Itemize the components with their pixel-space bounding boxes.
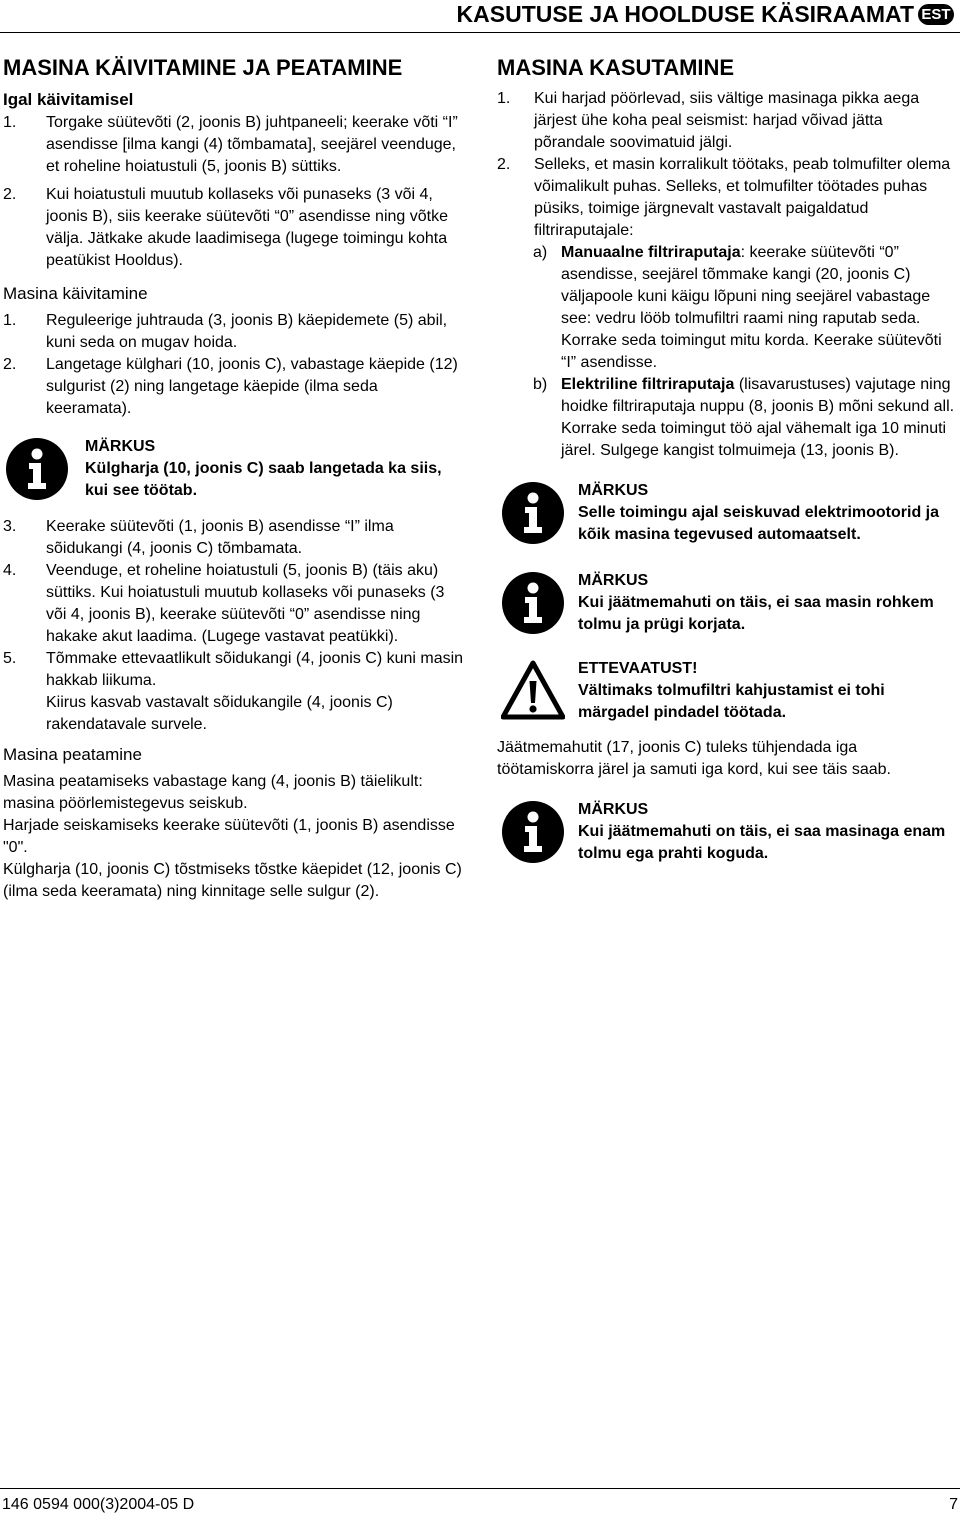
step-text: Torgake süütevõti (2, joonis B) juhtpaneeli; keerake võti “I” asendisse [ilma kangi (4) tõmbamata], seejärel veenduge, et roheline hoiatustuli (5, joonis B) süttiks. (46, 114, 458, 175)
step-text: Kui hoiatustuli muutub kollaseks või punaseks (3 või 4, joonis B), siis keerake süütevõti “0” asendisse ning võtke välja. Jätkake akude laadimisega (lugege toimingu kohta peatükist Hooldus). (46, 186, 448, 269)
sub-item-manual-shaker (497, 242, 957, 374)
sub-item-electric-shaker (497, 374, 957, 462)
info-icon (501, 481, 565, 545)
info-icon (501, 571, 565, 635)
paragraph: Külgharja (10, joonis C) tõstmiseks tõstke käepidet (12, joonis C) (ilma seda keeramata) ning kinnitage selle sulgur (2). (3, 861, 462, 900)
note-label: MÄRKUS (85, 438, 156, 455)
list-item (3, 560, 465, 648)
step-extra-text: Kiirus kasvab vastavalt sõidukangile (4, joonis C) rakendatavale survele. (46, 694, 393, 733)
list-item (3, 648, 465, 736)
page-number: 7 (949, 1496, 958, 1513)
note-text: Külgharja (10, joonis C) saab langetada ka siis, kui see töötab. (85, 460, 442, 499)
step-number: 2. (497, 156, 511, 173)
list-item (3, 112, 465, 178)
note-text: Kui jäätmemahuti on täis, ei saa masin rohkem tolmu ja prügi korjata. (578, 594, 934, 633)
step-text: Veenduge, et roheline hoiatustuli (5, joonis B) (täis aku) süttiks. Kui hoiatustuli muutub kollaseks või punaseks (3 või 4, joonis B), keerake süütevõti “0” asendisse ning hakake akut laadima. (Lugege vastavat peatükki). (46, 562, 445, 645)
manual-title: KASUTUSE JA HOOLDUSE KÄSIRAAMAT (456, 1, 914, 27)
info-icon (501, 800, 565, 864)
note-label: MÄRKUS (578, 801, 649, 818)
list-item (3, 310, 465, 354)
list-item (3, 354, 465, 420)
warning-icon (501, 659, 565, 723)
paragraph: Jäätmemahutit (17, joonis C) tuleks tühjendada iga töötamiskorra järel ja samuti iga kord, kui see täis saab. (497, 739, 891, 778)
sub-item-text: : keerake süütevõti “0” asendisse, seejärel tõmmake kangi (20, joonis C) väljapoole kuni käigu lõpuni ning seejärel vabastage see: vedru lööb tolmufiltri raami ning raputab seda. (561, 244, 931, 327)
sub-item-bold: Manuaalne filtriraputaja (561, 244, 741, 261)
header-rule (0, 32, 960, 33)
subheading-each-start: Igal käivitamisel (3, 90, 134, 109)
section-title-start-stop: MASINA KÄIVITAMINE JA PEATAMINE (3, 55, 403, 80)
list-item (3, 184, 465, 272)
step-text: Reguleerige juhtrauda (3, joonis B) käepidemete (5) abil, kuni seda on mugav hoida. (46, 312, 448, 351)
note-box (497, 480, 957, 546)
step-number: 1. (3, 114, 17, 131)
footer-rule (0, 1488, 960, 1489)
step-number: 2. (3, 356, 17, 373)
note-label: MÄRKUS (578, 482, 649, 499)
step-text: Langetage külghari (10, joonis C), vabastage käepide (12) sulgurist (2) ning langetage käepide (ilma seda keeramata). (46, 356, 458, 417)
note-text: Kui jäätmemahuti on täis, ei saa masinaga enam tolmu ega prahti koguda. (578, 823, 946, 862)
list-item (3, 516, 465, 560)
note-box (497, 799, 957, 865)
sub-item-extra: Korrake seda toimingut töö ajal vähemalt iga 10 minuti järel. Sulgege kangist tolmuimeja (13, joonis B). (561, 420, 947, 459)
right-column (497, 54, 957, 865)
document-code: 146 0594 000(3)2004-05 D (2, 1496, 195, 1513)
sub-item-text: (lisavarustuses) vajutage ning hoidke filtriraputaja nuppu (8, joonis B) mõni sekund all. (561, 376, 955, 415)
caution-box (497, 658, 957, 724)
step-text: Keerake süütevõti (1, joonis B) asendisse “I” ilma sõidukangi (4, joonis C) tõmbamata. (46, 518, 394, 557)
language-badge: EST (918, 4, 954, 25)
step-number: 4. (3, 562, 17, 579)
subheading-machine-stop: Masina peatamine (3, 745, 142, 764)
step-number: 2. (3, 186, 17, 203)
list-item (497, 88, 957, 154)
step-text: Tõmmake ettevaatlikult sõidukangi (4, joonis C) kuni masin hakkab liikuma. (46, 650, 464, 689)
sub-item-label: a) (533, 244, 548, 261)
subheading-machine-start: Masina käivitamine (3, 284, 148, 303)
step-text: Kui harjad pöörlevad, siis vältige masinaga pikka aega järjest ühe koha peal seismist: harjad võivad jätta põrandale soovimatuid jälgi. (534, 90, 920, 151)
note-label: MÄRKUS (578, 572, 649, 589)
paragraph: Harjade seiskamiseks keerake süütevõti (1, joonis B) asendisse "0". (3, 817, 455, 856)
left-column (3, 54, 465, 903)
paragraph: Masina peatamiseks vabastage kang (4, joonis B) täielikult: masina pöörlemistegevus seiskub. (3, 773, 423, 812)
note-text: Selle toimingu ajal seiskuvad elektrimootorid ja kõik masina tegevused automaatselt. (578, 504, 939, 543)
step-number: 3. (3, 518, 17, 535)
sub-item-label: b) (533, 376, 548, 393)
caution-label: ETTEVAATUST! (578, 660, 698, 677)
step-number: 1. (497, 90, 511, 107)
section-title-usage: MASINA KASUTAMINE (497, 55, 735, 80)
step-text: Selleks, et masin korralikult töötaks, peab tolmufilter olema võimalikult puhas. Selleks, et tolmufilter töötades puhas püsiks, toimige järgnevalt vastavalt paigaldatud filtriraputajale: (534, 156, 951, 239)
list-item (497, 154, 957, 242)
caution-text: Vältimaks tolmufiltri kahjustamist ei tohi märgadel pindadel töötada. (578, 682, 885, 721)
info-icon (5, 437, 69, 501)
note-box (497, 570, 957, 636)
note-box (3, 436, 465, 502)
sub-item-extra: Korrake seda toimingut mitu korda. Keerake süütevõti “I” asendisse. (561, 332, 942, 371)
sub-item-bold: Elektriline filtriraputaja (561, 376, 735, 393)
step-number: 1. (3, 312, 17, 329)
step-number: 5. (3, 650, 17, 667)
